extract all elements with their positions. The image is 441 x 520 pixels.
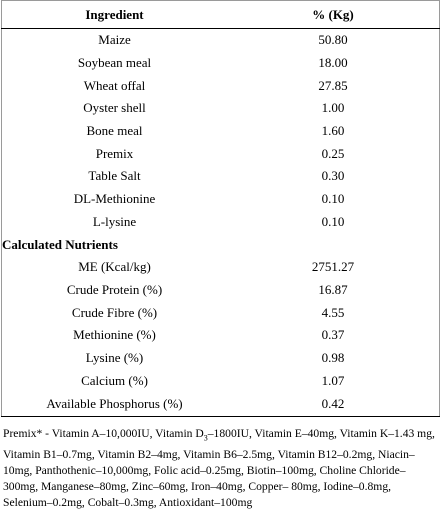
- header-unit: % (Kg): [227, 1, 439, 29]
- table-row: [2, 211, 440, 234]
- nutrient-name: Available Phosphorus (%): [2, 392, 228, 417]
- ingredient-value: 0.10: [321, 213, 345, 229]
- nutrient-name: Methionine (%): [73, 327, 156, 343]
- ingredient-name: Wheat offal: [83, 77, 146, 93]
- table-row: [2, 301, 440, 324]
- ingredient-value: 0.25: [321, 145, 345, 161]
- ingredient-value: 1.60: [321, 123, 345, 139]
- footnote-subscript: 3: [203, 433, 208, 443]
- table-row: [2, 165, 440, 188]
- nutrient-value: 16.87: [318, 281, 348, 297]
- table-row: [2, 52, 440, 75]
- ingredient-value: 0.10: [321, 191, 345, 207]
- nutrient-name: Calcium (%): [81, 372, 148, 388]
- section-row: [2, 233, 440, 256]
- nutrient-value: 2751.27: [311, 259, 355, 275]
- table-body: [2, 29, 440, 417]
- table-header-row: [2, 1, 440, 29]
- table-row: [2, 142, 440, 165]
- table-row: [2, 97, 440, 120]
- table-row: [2, 324, 440, 347]
- ingredient-value: 27.85: [318, 77, 348, 93]
- ingredient-name: DL-Methionine: [73, 191, 156, 207]
- ingredient-name: Maize: [98, 32, 131, 48]
- table-row: [2, 74, 440, 97]
- ingredient-name: Table Salt: [88, 168, 141, 184]
- ingredient-name: Oyster shell: [83, 100, 146, 116]
- table-row: [2, 392, 440, 417]
- nutrient-name: Crude Protein (%): [66, 281, 163, 297]
- ingredient-name: Bone meal: [86, 123, 143, 139]
- section-title: Calculated Nutrients: [2, 236, 118, 252]
- nutrient-name: ME (Kcal/kg): [78, 259, 151, 275]
- nutrient-name: Lysine (%): [85, 349, 144, 365]
- table-row: [2, 279, 440, 302]
- feed-composition-table: [1, 0, 440, 417]
- ingredient-name: Premix: [95, 145, 134, 161]
- header-ingredient: Ingredient: [2, 1, 228, 29]
- table-row: [2, 29, 440, 52]
- nutrient-value: 0.42: [227, 392, 439, 417]
- ingredient-value: 50.80: [318, 32, 348, 48]
- nutrient-value: 1.07: [321, 372, 345, 388]
- ingredient-value: 18.00: [318, 55, 348, 71]
- table-row: [2, 256, 440, 279]
- table-row: [2, 347, 440, 370]
- footnote-rest: –1800IU, Vitamin E–40mg, Vitamin K–1.43 mg, Vitamin B1–0.7mg, Vitamin B2–4mg, Vitamin B6–2.5mg, Vitamin B12–0.2mg, Niacin–10mg, Panthothenic–10,000mg, Folic acid–0.25mg, Biotin–100mg, Choline Chloride–300mg, Manganese–80mg, Zinc–60mg, Iron–40mg, Copper– 80mg, Iodine–0.8mg, Selenium–0.2mg, Cobalt–0.3mg, Antioxidant–100mg: [3, 427, 435, 510]
- nutrient-value: 4.55: [321, 304, 345, 320]
- footnote-lead: Premix* - Vitamin A–10,000IU, Vitamin D: [3, 427, 204, 440]
- ingredient-name: L-lysine: [92, 213, 137, 229]
- ingredient-name: Soybean meal: [77, 55, 152, 71]
- ingredient-value: 0.30: [321, 168, 345, 184]
- nutrient-name: Crude Fibre (%): [71, 304, 158, 320]
- ingredient-value: 1.00: [321, 100, 345, 116]
- nutrient-value: 0.98: [321, 349, 345, 365]
- table-row: [2, 188, 440, 211]
- table-row: [2, 369, 440, 392]
- premix-footnote: [0, 417, 441, 511]
- table-row: [2, 120, 440, 143]
- nutrient-value: 0.37: [321, 327, 345, 343]
